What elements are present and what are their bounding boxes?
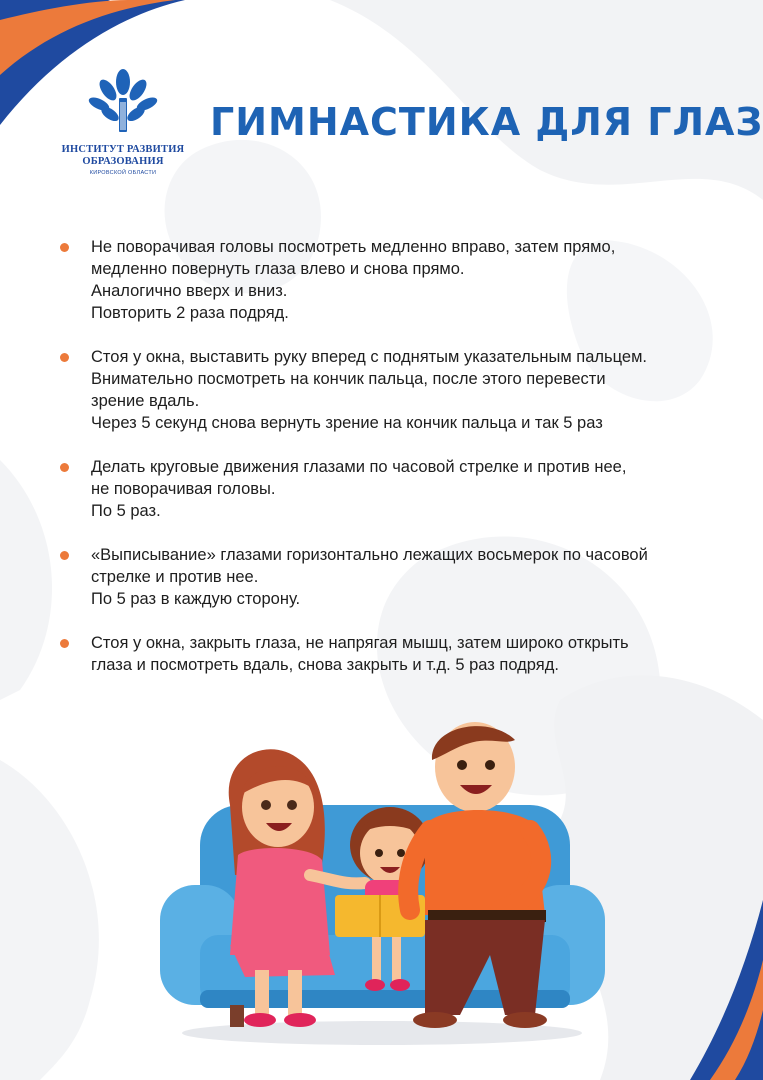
bullet-dot-icon — [60, 463, 69, 472]
bullet-dot-icon — [60, 353, 69, 362]
bullet-dot-icon — [60, 551, 69, 560]
exercise-line: Стоя у окна, выставить руку вперед с поднятым указательным пальцем. — [91, 348, 648, 366]
exercise-line: По 5 раз в каждую сторону. — [91, 590, 301, 608]
tree-leaves-emblem-icon — [88, 68, 158, 138]
exercise-item — [56, 632, 736, 676]
exercise-line: стрелке и против нее. — [91, 568, 259, 586]
exercise-line: зрение вдаль. — [91, 392, 200, 410]
exercise-line: Стоя у окна, закрыть глаза, не напрягая мышц, затем широко открыть — [91, 634, 629, 652]
logo-region: КИРОВСКОЙ ОБЛАСТИ — [89, 170, 157, 176]
logo-name-line1: ИНСТИТУТ РАЗВИТИЯ — [61, 144, 185, 155]
exercise-list — [56, 236, 736, 698]
exercise-item — [56, 236, 736, 324]
exercise-line: глаза и посмотреть вдаль, снова закрыть и т.д. 5 раз подряд. — [91, 656, 559, 674]
page-title: ГИМНАСТИКА ДЛЯ ГЛАЗ — [210, 100, 763, 144]
logo-name-line2: ОБРАЗОВАНИЯ — [82, 156, 164, 167]
exercise-line: медленно повернуть глаза влево и снова прямо. — [91, 260, 465, 278]
exercise-item — [56, 346, 736, 434]
exercise-line: Повторить 2 раза подряд. — [91, 304, 289, 322]
exercise-line: Через 5 секунд снова вернуть зрение на кончик пальца и так 5 раз — [91, 414, 603, 432]
exercise-line: не поворачивая головы. — [91, 480, 276, 498]
exercise-line: Не поворачивая головы посмотреть медленно вправо, затем прямо, — [91, 238, 616, 256]
bullet-dot-icon — [60, 243, 69, 252]
bullet-dot-icon — [60, 639, 69, 648]
exercise-item — [56, 456, 736, 522]
exercise-line: Внимательно посмотреть на кончик пальца, после этого перевести — [91, 370, 606, 388]
family-reading-illustration — [160, 715, 605, 1050]
exercise-line: Делать круговые движения глазами по часовой стрелке и против нее, — [91, 458, 627, 476]
exercise-line: По 5 раз. — [91, 502, 161, 520]
institute-logo — [58, 68, 188, 176]
exercise-line: Аналогично вверх и вниз. — [91, 282, 288, 300]
exercise-item — [56, 544, 736, 610]
exercise-line: «Выписывание» глазами горизонтально лежащих восьмерок по часовой — [91, 546, 648, 564]
